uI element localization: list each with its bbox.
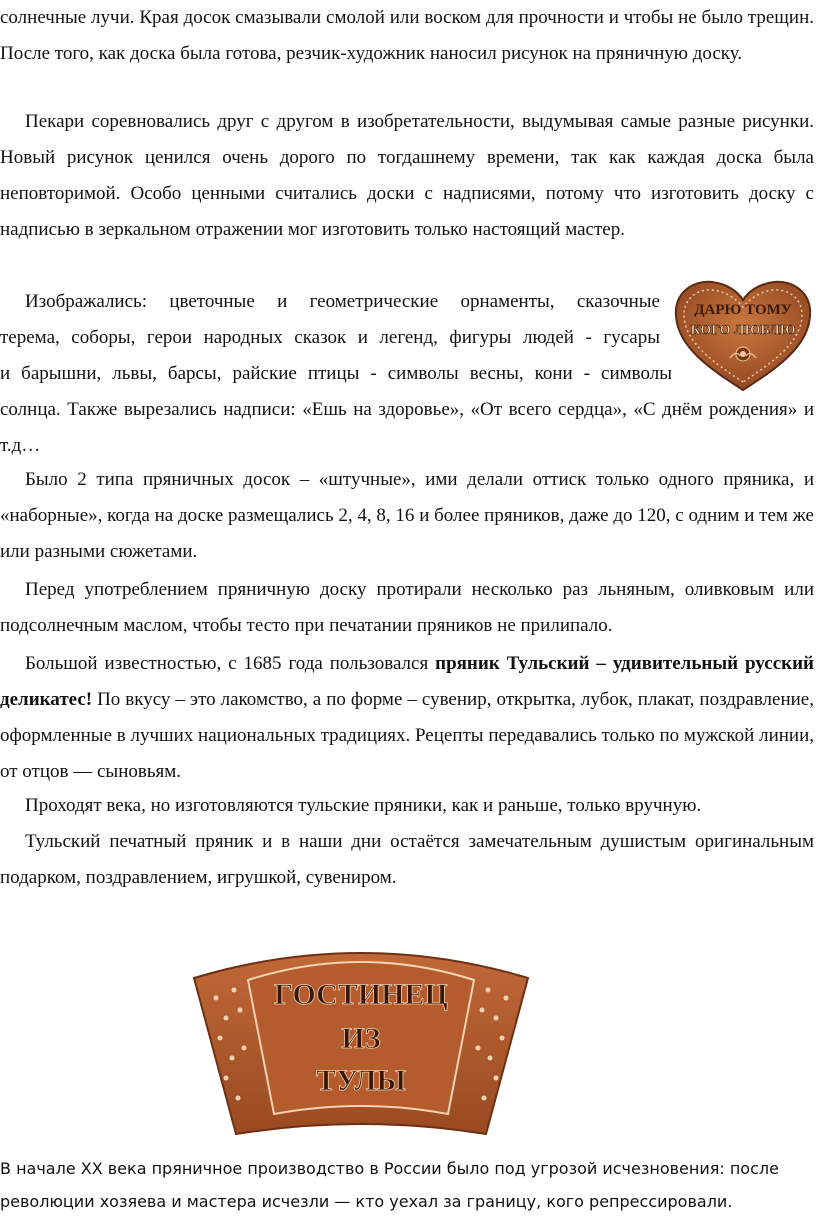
paragraph-5: Перед употреблением пряничную доску протирали несколько раз льняным, оливковым или подсолнечным маслом, чтобы тесто при печатании пряников не прилипало. xyxy=(0,579,814,636)
paragraph-4: Было 2 типа пряничных досок – «штучные», ими делали оттиск только одного пряника, и «наборные», когда на доске размещались 2, 4, 8, 16 и более пряников, даже до 120, с одним и тем же или разными сюжетами. xyxy=(0,469,814,562)
paragraph-3-line-1: Изображались: цветочные и геометрические орнаменты, сказочные xyxy=(25,291,660,312)
board-text-line-1: ГОСТИНЕЦ xyxy=(274,978,448,1011)
paragraph-2: Пекари соревновались друг с другом в изобретательности, выдумывая самые разные рисунки. Новый рисунок ценился очень дорого по тогдашнему времени, так как каждая доска была неповторимой. Особо ценными считались доски с надписями, потому что изготовить доску с надписью в зеркальном отражении мог изготовить только настоящий мастер. xyxy=(0,111,814,240)
image-caption: В начале XX века пряничное производство в России было под угрозой исчезновения: после революции хозяева и мастера исчезли — кто уехал за границу, кого репрессировали. xyxy=(0,1159,779,1211)
heart-gingerbread-image xyxy=(672,278,814,394)
tula-gingerbread-image xyxy=(186,938,536,1144)
paragraph-3-rest: солнца. Также вырезались надписи: «Ешь на здоровье», «От всего сердца», «С днём рождения» и т.д… xyxy=(0,399,814,456)
paragraph-8: Тульский печатный пряник и в наши дни остаётся замечательным душистым оригинальным подарком, поздравлением, игрушкой, сувениром. xyxy=(0,831,814,888)
heart-text-line-2: КОГО ЛЮБЛЮ xyxy=(690,323,796,338)
paragraph-3-line-3: и барышни, львы, барсы, райские птицы - символы весны, кони - символы xyxy=(0,363,672,384)
board-text-line-3: ТУЛЫ xyxy=(316,1064,406,1097)
paragraph-7: Проходят века, но изготовляются тульские пряники, как и раньше, только вручную. xyxy=(25,795,702,816)
paragraph-3-line-2: терема, соборы, герои народных сказок и легенд, фигуры людей - гусары xyxy=(0,327,660,348)
board-text-line-2: ИЗ xyxy=(341,1022,381,1055)
paragraph-6-bold: пряник Тульский – удивительный русский деликатес! xyxy=(0,653,814,710)
paragraph-6-start: Большой известностью, с 1685 года пользовался xyxy=(25,653,436,674)
heart-text-line-1: ДАРЮ ТОМУ xyxy=(694,302,792,318)
paragraph-6 xyxy=(0,646,814,790)
paragraph-6-end: По вкусу – это лакомство, а по форме – сувенир, открытка, лубок, плакат, поздравление, оформленные в лучших национальных традициях. Рецепты передавались только по мужской линии, от отцов — сыновьям. xyxy=(0,689,814,782)
paragraph-1: солнечные лучи. Края досок смазывали смолой или воском для прочности и чтобы не было трещин. После того, как доска была готова, резчик-художник наносил рисунок на пряничную доску. xyxy=(0,7,814,64)
